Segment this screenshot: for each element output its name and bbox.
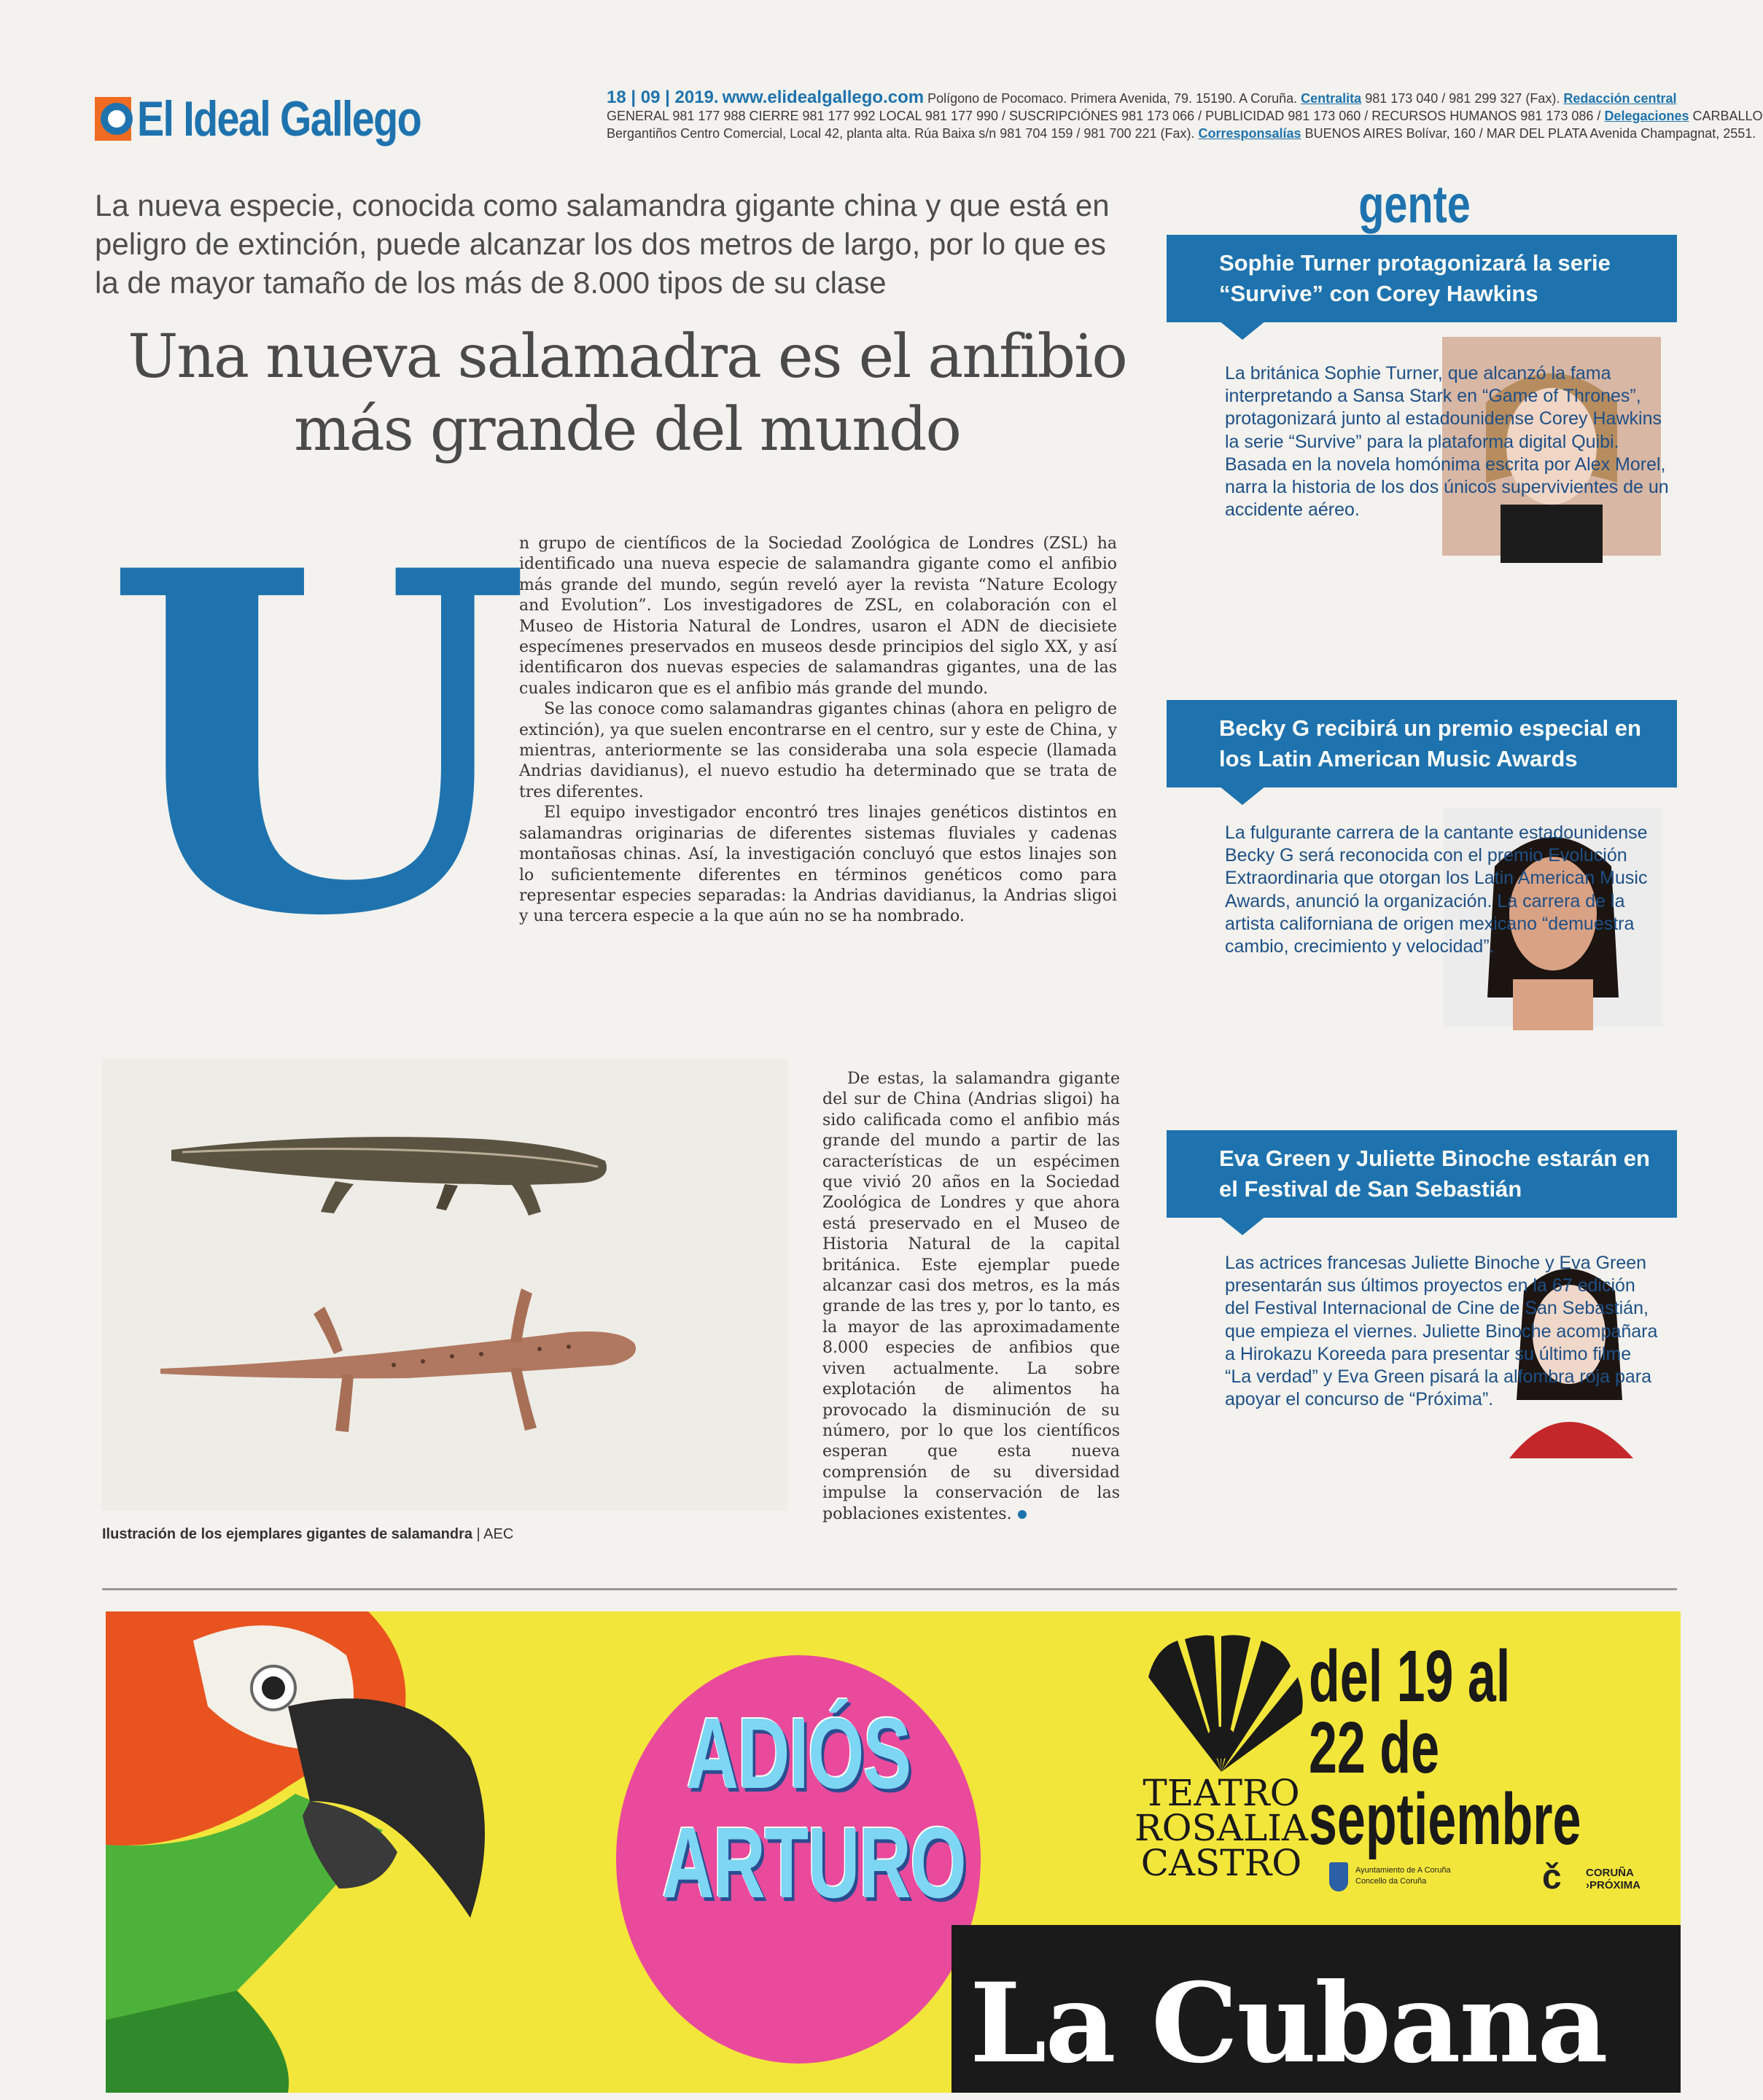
item-headline: Sophie Turner protagonizará la serie “Survive” con Corey Hawkins (1219, 250, 1611, 306)
item-headline: Becky G recibirá un premio especial en los Latin American Music Awards (1219, 715, 1641, 771)
item-headline: Eva Green y Juliette Binoche estarán en el Festival de San Sebastián (1219, 1146, 1650, 1202)
sponsors (1323, 1859, 1673, 1903)
gente-item (1167, 1130, 1677, 1568)
article-body-continued (822, 1069, 1120, 1525)
masthead-info (607, 88, 1763, 142)
theatre-logo-icon (1134, 1633, 1309, 1779)
address: Polígono de Pocomaco. Primera Avenida, 79. 15190. A Coruña. (927, 91, 1298, 106)
advertisement (106, 1611, 1681, 2093)
item-banner (1167, 235, 1677, 337)
end-mark-icon (1018, 1510, 1027, 1519)
redaccion-label: Redacción central (1563, 91, 1677, 106)
corresponsalias-list: BUENOS AIRES Bolívar, 160 / MAR DEL PLATA Avenida Champagnat, 2551. (1304, 126, 1756, 141)
show-title (661, 1698, 966, 1919)
edition-date: 18 | 09 | 2019. (607, 88, 719, 107)
salamander-top-view (160, 1288, 636, 1432)
corresponsalias-label: Corresponsalías (1198, 126, 1301, 141)
company-name: La Cubana (970, 1959, 1607, 2088)
item-banner (1167, 700, 1677, 802)
masthead (95, 86, 1763, 152)
delegaciones-city: CARBALLO (1692, 109, 1763, 123)
paragraph-2: Se las conoce como salamandras gigantes chinas (ahora en peligro de extinción), ya que suelen encontrarse en el centro, sur y este de China, y mientras, anteriormente se las consideraba una sola especie (llamada Andrias davidianus), el nuevo estudio ha determinado que se trata de tres diferentes. (519, 700, 1117, 801)
phones-line: GENERAL 981 177 988 CIERRE 981 177 992 LOCAL 981 177 990 / SUSCRIPCIÓNES 981 173 066 / PUBLICIDAD 981 173 060 / RECURSOS HUMANOS 981 173 086 / (607, 109, 1601, 123)
venue-line-2: ROSALIA (1134, 1807, 1309, 1849)
logo-text: El Ideal Gallego (137, 91, 421, 147)
sponsor-name: CORUÑA ›PRÓXIMA (1586, 1867, 1641, 1891)
paragraph-3: El equipo investigador encontró tres linajes genéticos distintos en salamandras originarias de diferentes sistemas fluviales y cadenas montañosas chinas. Así, la investigación concluyó que estos linajes son lo suficientemente diferentes en términos genéticos como para representar especies separadas: la Andrias davidianus, la Andrias sligoi y una tercera especie a la que aún no se ha nombrado. (519, 804, 1117, 926)
caption-text: Ilustración de los ejemplares gigantes de salamandra (102, 1526, 472, 1542)
section-divider (102, 1588, 1677, 1590)
show-title-line-1: ADIÓS (686, 1698, 911, 1810)
venue-line-1: TEATRO (1143, 1772, 1300, 1814)
item-body: La británica Sophie Turner, que alcanzó la fama interpretando a Sansa Stark en “Game of Thrones”, protagonizará junto al estadounidense Corey Hawkins la serie “Survive” para la plataforma digital Quibi. Basada en la novela homónima escrita por Alex Morel, narra la historia de los dos únicos supervivientes de un accidente aéreo. (1225, 363, 1669, 521)
article-body (519, 534, 1117, 928)
caption-credit: | AEC (472, 1526, 514, 1542)
website: www.elidealgallego.com (722, 88, 925, 107)
delegacion-address: Bergantiños Centro Comercial, Local 42, planta alta. Rúa Baixa s/n 981 704 159 / 981 700 221 (Fax). (607, 126, 1195, 141)
item-body: La fulgurante carrera de la cantante estadounidense Becky G será reconocida con el premio Evolución Extraordinaria que otorgan los Latin American Music Awards, anunció la organización. La carrera de la artista californiana de origen mexicano “demuestra cambio, crecimiento y velocidad”. (1225, 822, 1648, 957)
gente-item (1167, 235, 1677, 665)
paragraph-4: De estas, la salamandra gigante del sur de China (Andrias sligoi) ha sido calificada como el anfibio más grande del mundo a partir de las características de un espécimen que vivió 20 años en la Sociedad Zoológica de Londres y que ahora está preservado en el Museo de Historia Natural de la capital británica. Este ejemplar puede alcanzar casi dos metros, es la más grande de las tres y, por lo tanto, es la mayor de las aproximadamente 8.000 especies de anfibios que viven actualmente. La sobre explotación de alimentos ha provocado la disminución de su número, por lo que los científicos esperan que esta nueva comprensión de su diversidad impulse la conservación de las poblaciones existentes. (822, 1070, 1120, 1523)
sponsor-logo-icon: č (1542, 1858, 1562, 1897)
speech-bubble (609, 1641, 988, 2078)
centralita-phone: 981 173 040 / 981 299 327 (Fax). (1365, 91, 1560, 106)
article-subtitle: La nueva especie, conocida como salamandra gigante china y que está en peligro de extinción, puede alcanzar los dos metros de largo, por lo que es la de mayor tamaño de los más de 8.000 tipos de su clase (95, 188, 1110, 300)
newspaper-logo (95, 86, 483, 152)
show-title-line-2: ARTURO (661, 1807, 966, 1919)
item-banner (1167, 1130, 1677, 1232)
article-headline: Una nueva salamadra es el anfibio más grande del mundo (128, 322, 1126, 464)
sponsor-city: Ayuntamiento de A Coruña Concello da Coruña (1355, 1866, 1451, 1886)
centralita-label: Centralita (1301, 91, 1362, 106)
show-dates: del 19 al 22 de septiembre (1309, 1636, 1581, 1860)
salamander-illustration (102, 1059, 787, 1511)
drop-cap: U (103, 470, 532, 1018)
delegaciones-label: Delegaciones (1604, 109, 1689, 123)
salamander-side-view (171, 1137, 607, 1216)
city-crest-icon (1329, 1862, 1348, 1891)
section-title: gente (1358, 176, 1471, 234)
illustration-caption (102, 1526, 513, 1543)
logo-icon (95, 97, 131, 141)
gente-item (1167, 700, 1677, 1108)
venue-line-3: CASTRO (1140, 1842, 1302, 1884)
item-body: Las actrices francesas Juliette Binoche y Eva Green presentarán sus últimos proyectos en la 67 edición del Festival Internacional de Cine de San Sebastián, que empieza el viernes. Juliette Binoche acompañara a Hirokazu Koreeda para presentar su último filme “La verdad” y Eva Green pisará la alfombra roja para apoyar el concurso de “Próxima”. (1225, 1253, 1658, 1410)
paragraph-1: n grupo de científicos de la Sociedad Zoológica de Londres (ZSL) ha identificado una nueva especie de salamandra gigante como el anfibio más grande del mundo, según reveló ayer la revista “Nature Ecology and Evolution”. Los investigadores de ZSL, en colaboración con el Museo de Historia Natural de Londres, usaron el ADN de diecisiete especímenes preservados en museos desde principios del siglo XX, y así identificaron dos nuevas especies de salamandras gigantes, una de las cuales indicaron que es el anfibio más grande del mundo. (519, 534, 1117, 698)
